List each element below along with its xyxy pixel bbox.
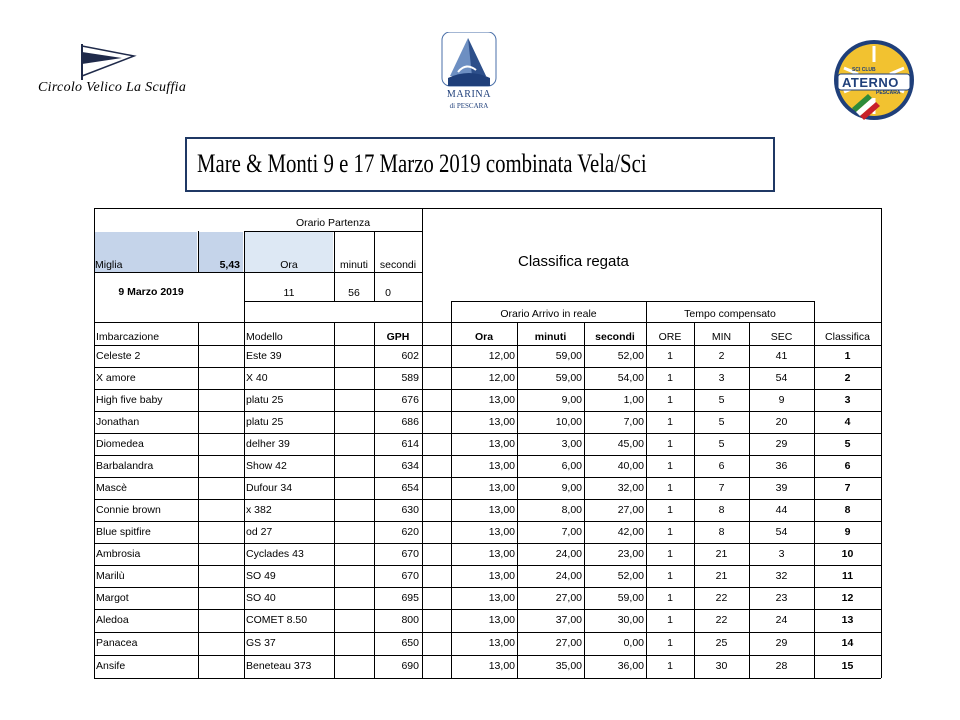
grid-hline: [451, 301, 814, 302]
grid-hline: [94, 521, 881, 522]
row-comp-ore: 1: [667, 394, 673, 406]
grid-hline: [94, 609, 881, 610]
row-minuti: 8,00: [561, 504, 582, 516]
row-rank: 9: [844, 526, 851, 538]
row-comp-ore: 1: [667, 350, 673, 362]
row-model: GS 37: [246, 637, 276, 649]
row-ora: 13,00: [488, 438, 515, 450]
row-boat: Celeste 2: [96, 350, 141, 362]
row-rank: 14: [841, 637, 854, 649]
marina-name: MARINA: [446, 89, 492, 100]
row-ora: 13,00: [488, 394, 515, 406]
row-model: platu 25: [246, 394, 284, 406]
row-rank: 6: [844, 460, 851, 472]
col-ora: Ora: [474, 331, 494, 343]
row-minuti: 9,00: [561, 394, 582, 406]
row-gph: 695: [401, 592, 419, 604]
row-boat: Ansife: [96, 660, 126, 672]
row-comp-ore: 1: [667, 592, 673, 604]
row-comp-min: 3: [718, 372, 725, 384]
row-gph: 630: [401, 504, 419, 516]
grid-vline: [881, 208, 882, 678]
grid-hline: [94, 389, 881, 390]
row-comp-ore: 1: [667, 548, 673, 560]
row-boat: Mascè: [96, 482, 127, 494]
row-comp-ore: 1: [667, 570, 673, 582]
row-comp-sec: 28: [775, 660, 788, 672]
marina-sub: di PESCARA: [449, 102, 489, 110]
row-secondi: 54,00: [617, 372, 644, 384]
grid-hline: [244, 301, 422, 302]
right-logo-top: SCI CLUB: [852, 67, 876, 73]
row-model: Show 42: [246, 460, 287, 472]
row-comp-ore: 1: [667, 482, 673, 494]
row-minuti: 37,00: [555, 614, 582, 626]
circolo-velico-text: Circolo Velico La Scuffia: [38, 80, 187, 95]
row-comp-min: 8: [718, 526, 725, 538]
row-minuti: 27,00: [555, 637, 582, 649]
grid-vline: [244, 322, 245, 678]
miglia-value: 5,43: [219, 259, 240, 271]
row-rank: 7: [844, 482, 851, 494]
row-model: Dufour 34: [246, 482, 293, 494]
row-ora: 13,00: [488, 570, 515, 582]
grid-vline: [198, 322, 199, 678]
secondi-label: secondi: [379, 259, 417, 271]
row-comp-ore: 1: [667, 614, 673, 626]
grid-hline: [94, 499, 881, 500]
grid-hline: [422, 208, 881, 209]
grid-hline: [94, 678, 881, 679]
row-boat: Ambrosia: [96, 548, 141, 560]
row-secondi: 52,00: [617, 570, 644, 582]
row-rank: 8: [844, 504, 851, 516]
row-minuti: 7,00: [561, 526, 582, 538]
row-secondi: 1,00: [623, 394, 644, 406]
col-sec: SEC: [770, 331, 793, 343]
row-boat: High five baby: [96, 394, 163, 406]
row-secondi: 0,00: [623, 637, 644, 649]
row-boat: Margot: [96, 592, 129, 604]
row-rank: 5: [844, 438, 851, 450]
row-model: Este 39: [246, 350, 282, 362]
row-secondi: 7,00: [623, 416, 644, 428]
row-comp-min: 21: [715, 570, 728, 582]
grid-hline: [244, 231, 422, 232]
grid-hline: [94, 455, 881, 456]
row-secondi: 36,00: [617, 660, 644, 672]
row-comp-ore: 1: [667, 660, 673, 672]
grid-hline: [94, 367, 881, 368]
row-comp-sec: 41: [775, 350, 788, 362]
row-ora: 12,00: [488, 372, 515, 384]
row-comp-ore: 1: [667, 637, 673, 649]
row-comp-sec: 3: [778, 548, 785, 560]
row-minuti: 6,00: [561, 460, 582, 472]
row-comp-sec: 20: [775, 416, 788, 428]
col-minuti: minuti: [534, 331, 567, 343]
row-secondi: 23,00: [617, 548, 644, 560]
row-model: SO 40: [246, 592, 276, 604]
row-boat: Connie brown: [96, 504, 161, 516]
row-comp-sec: 32: [775, 570, 788, 582]
row-comp-min: 8: [718, 504, 725, 516]
row-comp-min: 2: [718, 350, 725, 362]
row-ora: 13,00: [488, 504, 515, 516]
race-date: 9 Marzo 2019: [118, 286, 184, 298]
row-model: X 40: [246, 372, 268, 384]
row-model: platu 25: [246, 416, 284, 428]
row-rank: 3: [844, 394, 851, 406]
row-comp-sec: 23: [775, 592, 788, 604]
grid-hline: [94, 411, 881, 412]
row-ora: 13,00: [488, 592, 515, 604]
grid-hline: [94, 272, 422, 273]
row-comp-ore: 1: [667, 416, 673, 428]
row-boat: X amore: [96, 372, 136, 384]
col-modello: Modello: [246, 331, 283, 343]
row-minuti: 24,00: [555, 548, 582, 560]
grid-vline: [334, 322, 335, 678]
right-logo-sub: PESCARA: [876, 90, 901, 96]
row-minuti: 27,00: [555, 592, 582, 604]
col-gph: GPH: [386, 331, 410, 343]
row-secondi: 52,00: [617, 350, 644, 362]
col-secondi: secondi: [595, 331, 635, 343]
row-boat: Panacea: [96, 637, 138, 649]
row-rank: 2: [844, 372, 851, 384]
col-imbarcazione: Imbarcazione: [96, 331, 160, 343]
row-comp-sec: 29: [775, 637, 788, 649]
row-rank: 4: [844, 416, 851, 428]
grid-hline: [94, 433, 881, 434]
row-ora: 13,00: [488, 460, 515, 472]
start-minuti: 56: [348, 287, 360, 299]
tempo-compensato-label: Tempo compensato: [684, 308, 776, 320]
row-boat: Barbalandra: [96, 460, 154, 472]
row-gph: 654: [401, 482, 419, 494]
grid-hline: [94, 587, 881, 588]
row-boat: Aledoa: [96, 614, 129, 626]
row-minuti: 9,00: [561, 482, 582, 494]
row-boat: Jonathan: [96, 416, 140, 428]
row-ora: 12,00: [488, 350, 515, 362]
row-gph: 589: [401, 372, 419, 384]
row-comp-min: 7: [718, 482, 725, 494]
row-gph: 676: [401, 394, 419, 406]
row-secondi: 40,00: [617, 460, 644, 472]
row-comp-min: 30: [715, 660, 728, 672]
orario-arrivo-label: Orario Arrivo in reale: [500, 308, 597, 320]
row-gph: 620: [401, 526, 419, 538]
row-rank: 12: [841, 592, 854, 604]
row-comp-sec: 9: [778, 394, 785, 406]
row-minuti: 24,00: [555, 570, 582, 582]
right-logo-name: ATERNO: [842, 75, 899, 90]
col-classifica: Classifica: [825, 331, 870, 343]
row-comp-min: 5: [718, 416, 725, 428]
row-comp-sec: 54: [775, 526, 788, 538]
row-comp-min: 22: [715, 614, 728, 626]
row-comp-sec: 39: [775, 482, 788, 494]
row-rank: 11: [841, 570, 854, 582]
row-secondi: 27,00: [617, 504, 644, 516]
row-minuti: 59,00: [555, 350, 582, 362]
row-rank: 15: [841, 660, 854, 672]
row-comp-sec: 54: [775, 372, 788, 384]
grid-hline: [94, 565, 881, 566]
row-secondi: 32,00: [617, 482, 644, 494]
row-comp-ore: 1: [667, 438, 673, 450]
grid-hline: [94, 543, 881, 544]
row-ora: 13,00: [488, 614, 515, 626]
row-gph: 690: [401, 660, 419, 672]
row-model: SO 49: [246, 570, 276, 582]
row-comp-ore: 1: [667, 504, 673, 516]
row-comp-min: 22: [715, 592, 728, 604]
grid-hline: [94, 345, 881, 346]
row-model: x 382: [246, 504, 272, 516]
row-ora: 13,00: [488, 548, 515, 560]
grid-vline: [244, 231, 245, 322]
miglia-label: Miglia: [95, 259, 123, 271]
grid-hline: [94, 208, 422, 209]
col-min: MIN: [711, 331, 732, 343]
row-comp-min: 21: [715, 548, 728, 560]
row-gph: 686: [401, 416, 419, 428]
row-secondi: 59,00: [617, 592, 644, 604]
row-model: delher 39: [246, 438, 290, 450]
row-comp-ore: 1: [667, 526, 673, 538]
grid-vline: [814, 301, 815, 322]
row-boat: Marilù: [96, 570, 125, 582]
row-boat: Diomedea: [96, 438, 144, 450]
grid-hline: [94, 477, 881, 478]
row-comp-min: 5: [718, 394, 725, 406]
row-secondi: 30,00: [617, 614, 644, 626]
row-secondi: 42,00: [617, 526, 644, 538]
minuti-label: minuti: [339, 259, 368, 271]
grid-hline: [94, 322, 881, 323]
row-ora: 13,00: [488, 526, 515, 538]
row-rank: 1: [844, 350, 851, 362]
row-gph: 602: [401, 350, 419, 362]
row-model: Cyclades 43: [246, 548, 304, 560]
row-ora: 13,00: [488, 660, 515, 672]
grid-vline: [422, 208, 423, 678]
row-ora: 13,00: [488, 416, 515, 428]
row-gph: 670: [401, 570, 419, 582]
row-gph: 650: [401, 637, 419, 649]
row-comp-sec: 29: [775, 438, 788, 450]
row-minuti: 3,00: [561, 438, 582, 450]
row-comp-min: 25: [715, 637, 728, 649]
row-ora: 13,00: [488, 637, 515, 649]
row-comp-ore: 1: [667, 372, 673, 384]
row-comp-sec: 24: [775, 614, 788, 626]
row-rank: 10: [841, 548, 854, 560]
row-comp-ore: 1: [667, 460, 673, 472]
row-comp-min: 6: [718, 460, 725, 472]
row-gph: 800: [401, 614, 419, 626]
classifica-regata-title: Classifica regata: [518, 253, 629, 270]
row-minuti: 59,00: [555, 372, 582, 384]
row-comp-min: 5: [718, 438, 725, 450]
grid-hline: [94, 655, 881, 656]
row-minuti: 35,00: [555, 660, 582, 672]
row-secondi: 45,00: [617, 438, 644, 450]
row-gph: 670: [401, 548, 419, 560]
row-model: COMET 8.50: [246, 614, 308, 626]
col-ore: ORE: [658, 331, 682, 343]
row-minuti: 10,00: [555, 416, 582, 428]
row-gph: 614: [401, 438, 419, 450]
row-comp-sec: 44: [775, 504, 788, 516]
row-model: od 27: [246, 526, 273, 538]
row-model: Beneteau 373: [246, 660, 312, 672]
start-ora: 11: [283, 287, 295, 299]
row-ora: 13,00: [488, 482, 515, 494]
row-rank: 13: [841, 614, 854, 626]
orario-partenza-label: Orario Partenza: [295, 217, 371, 229]
page-title: Mare & Monti 9 e 17 Marzo 2019 combinata Vela/Sci: [197, 149, 647, 178]
grid-hline: [94, 632, 881, 633]
ora-label: Ora: [280, 259, 298, 271]
row-gph: 634: [401, 460, 419, 472]
grid-vline: [94, 208, 95, 678]
start-secondi: 0: [385, 287, 391, 299]
row-comp-sec: 36: [775, 460, 788, 472]
row-boat: Blue spitfire: [96, 526, 151, 538]
